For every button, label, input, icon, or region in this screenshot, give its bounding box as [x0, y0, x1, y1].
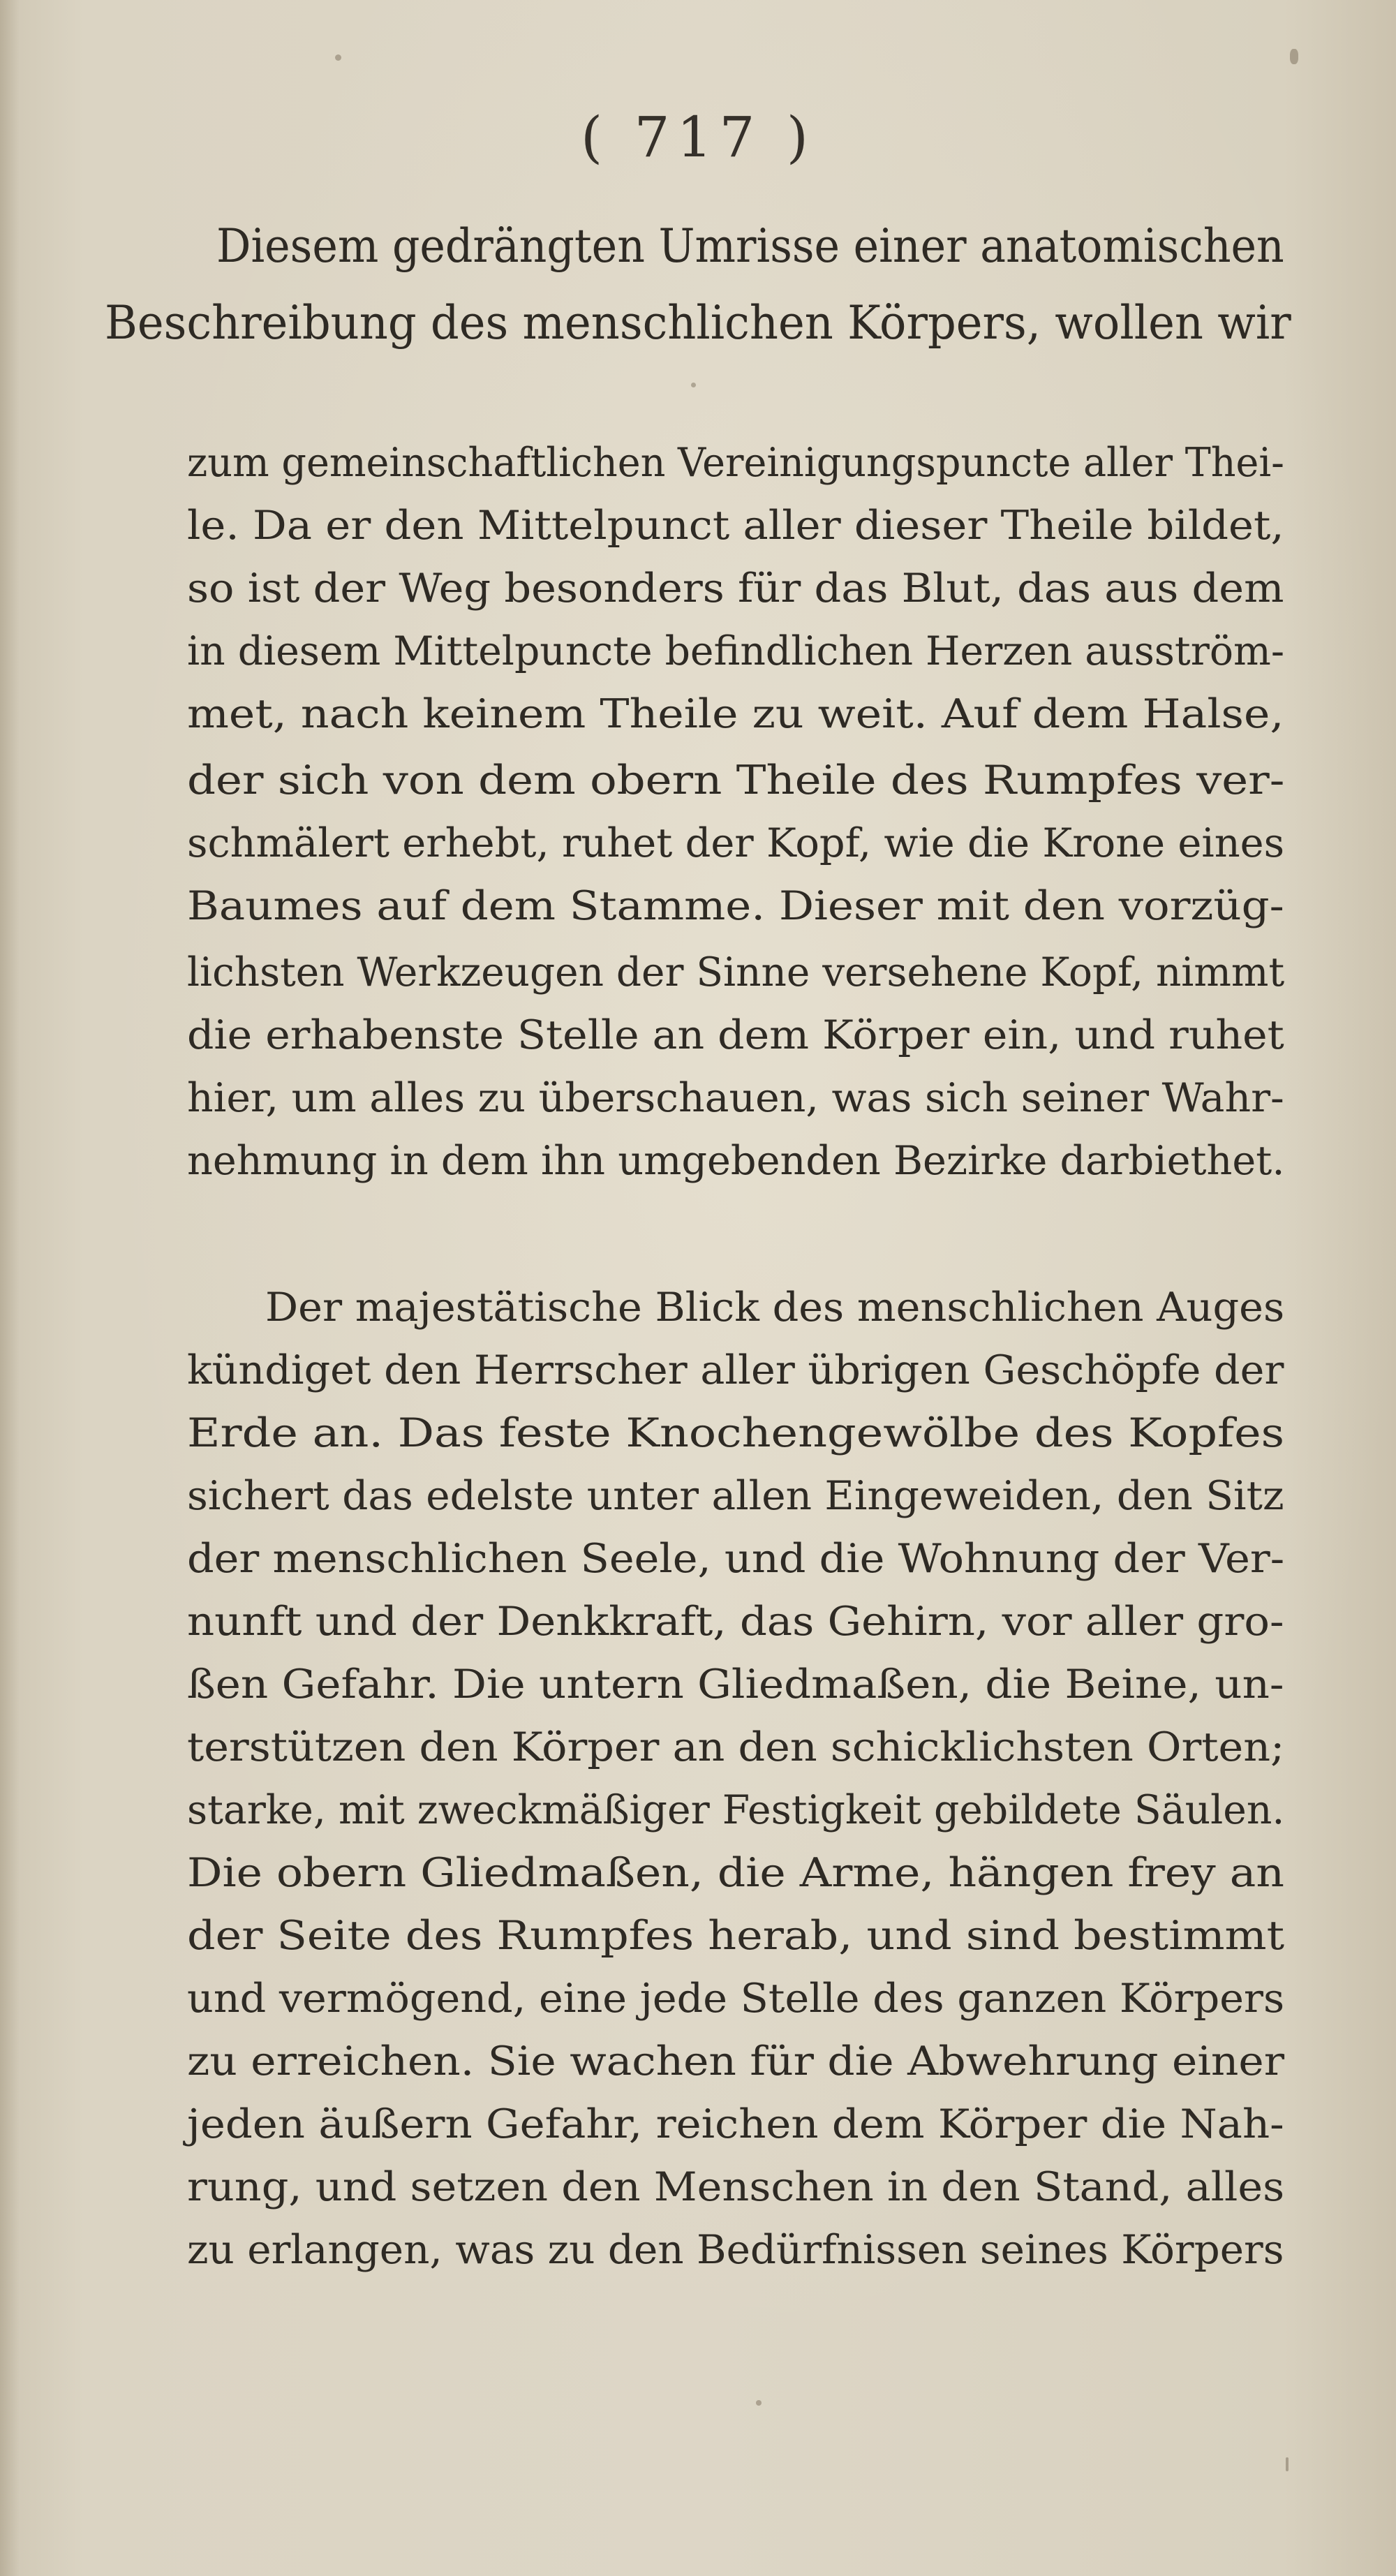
paragraph-2-line: zu erreichen. Sie wachen für die Abwehrung einer: [187, 2038, 1285, 2085]
paragraph-1-line: le. Da er den Mittelpunct aller dieser Theile bildet,: [187, 503, 1284, 549]
intro-line: Beschreibung des menschlichen Körpers, wollen wir: [105, 296, 1291, 350]
paper-speck: [1286, 2457, 1289, 2471]
paragraph-2-line: ßen Gefahr. Die untern Gliedmaßen, die Beine, un-: [187, 1661, 1284, 1708]
paragraph-2-line: kündiget den Herrscher aller übrigen Geschöpfe der: [187, 1347, 1284, 1393]
paragraph-2-line: Der majestätische Blick des menschlichen Auges: [265, 1285, 1285, 1331]
paragraph-1-line: Baumes auf dem Stamme. Dieser mit den vorzüg-: [187, 883, 1284, 929]
paragraph-2-line: Erde an. Das feste Knochengewölbe des Kopfes: [187, 1410, 1285, 1456]
paragraph-2-line: der Seite des Rumpfes herab, und sind bestimmt: [187, 1913, 1285, 1959]
paper-speck: [691, 383, 696, 387]
paragraph-2-line: sichert das edelste unter allen Eingeweiden, den Sitz: [187, 1473, 1284, 1519]
intro-line: Diesem gedrängten Umrisse einer anatomischen: [216, 219, 1284, 273]
paragraph-2-line: jeden äußern Gefahr, reichen dem Körper die Nah-: [187, 2101, 1284, 2147]
paragraph-2-line: terstützen den Körper an den schicklichsten Orten;: [187, 1724, 1285, 1770]
paragraph-2-line: der menschlichen Seele, und die Wohnung der Ver-: [187, 1536, 1285, 1582]
paragraph-1-line: so ist der Weg besonders für das Blut, das aus dem: [187, 565, 1284, 612]
paper-speck: [1290, 49, 1298, 64]
paragraph-1-line: zum gemeinschaftlichen Vereinigungspuncte aller Thei-: [187, 440, 1284, 486]
paragraph-1-line: hier, um alles zu überschauen, was sich seiner Wahr-: [187, 1075, 1284, 1121]
paragraph-2-line: und vermögend, eine jede Stelle des ganzen Körpers: [187, 1976, 1285, 2022]
paper-speck: [756, 2400, 762, 2406]
paper-speck: [335, 54, 341, 61]
paragraph-1-line: nehmung in dem ihn umgebenden Bezirke darbiethet.: [187, 1138, 1285, 1184]
paragraph-2-line: starke, mit zweckmäßiger Festigkeit gebildete Säulen.: [187, 1787, 1285, 1833]
paragraph-2-line: zu erlangen, was zu den Bedürfnissen seines Körpers: [187, 2227, 1284, 2273]
paragraph-2-line: rung, und setzen den Menschen in den Stand, alles: [187, 2164, 1285, 2210]
paragraph-1-line: die erhabenste Stelle an dem Körper ein, und ruhet: [187, 1012, 1284, 1058]
paragraph-2-line: Die obern Gliedmaßen, die Arme, hängen frey an: [187, 1850, 1284, 1896]
paragraph-1-line: schmälert erhebt, ruhet der Kopf, wie die Krone eines: [187, 820, 1285, 866]
paragraph-1-line: der sich von dem obern Theile des Rumpfes ver-: [187, 757, 1285, 804]
page-number: ( 717 ): [581, 105, 815, 170]
paragraph-1-line: lichsten Werkzeugen der Sinne versehene Kopf, nimmt: [187, 949, 1285, 995]
paragraph-1-line: met, nach keinem Theile zu weit. Auf dem Halse,: [187, 691, 1284, 737]
paragraph-1-line: in diesem Mittelpuncte befindlichen Herzen ausström-: [187, 628, 1285, 674]
paragraph-2-line: nunft und der Denkkraft, das Gehirn, vor aller gro-: [187, 1599, 1284, 1645]
